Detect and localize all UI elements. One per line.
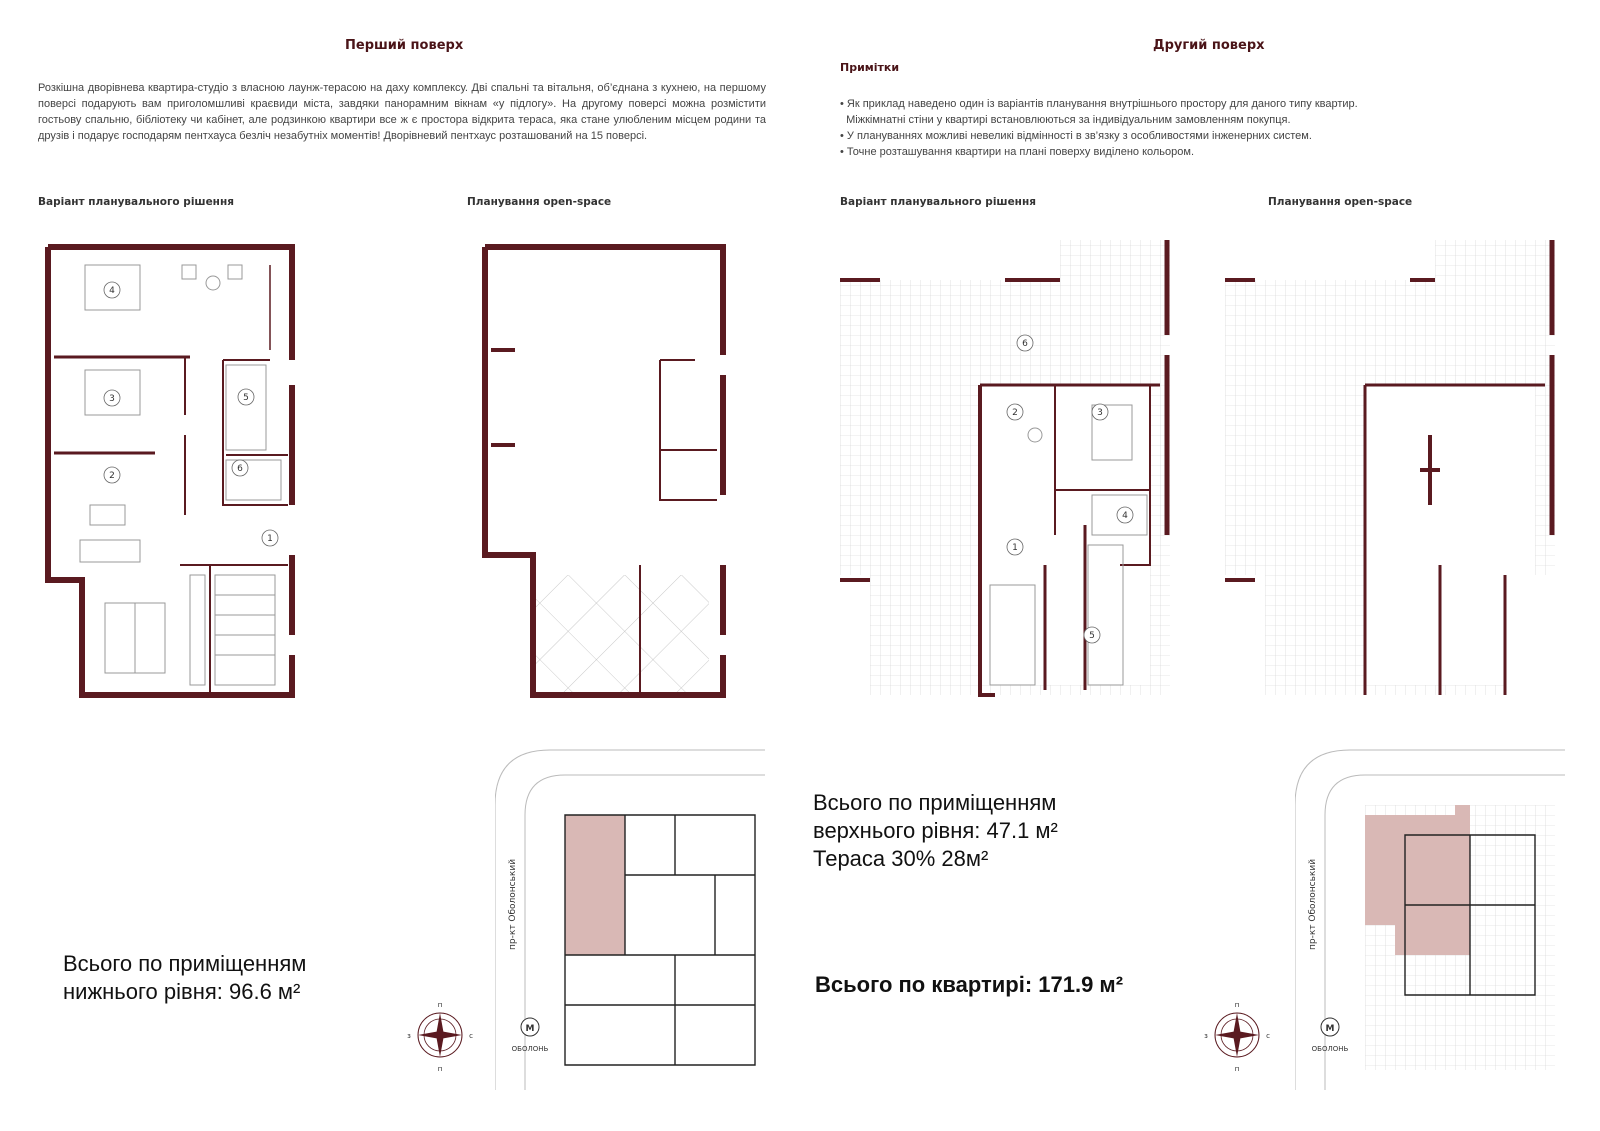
room-number: 1	[1012, 543, 1018, 553]
first-variant-label: Варіант планувального рішення	[38, 196, 234, 208]
svg-text:с: с	[1266, 1032, 1270, 1040]
metro-name: ОБОЛОНЬ	[511, 1045, 549, 1053]
notes-list	[840, 96, 1560, 160]
first-openspace-label: Планування open-space	[467, 196, 612, 208]
compass-icon	[405, 995, 475, 1075]
room-number: 1	[267, 534, 273, 544]
lower-level-total	[63, 950, 306, 1006]
note-item: • Точне розташування квартири на плані поверху виділено кольором.	[840, 146, 1195, 158]
svg-text:М: М	[1325, 1024, 1335, 1034]
highlighted-apartment	[565, 815, 625, 955]
notes-title: Примітки	[840, 61, 900, 74]
room-number: 6	[1022, 339, 1028, 349]
street-name: пр-кт Оболонський	[508, 858, 518, 950]
room-number: 4	[109, 286, 115, 296]
svg-text:п: п	[1234, 1065, 1240, 1073]
apartment-total: Всього по квартирі: 171.9 м²	[815, 972, 1124, 997]
lower-total-line: Всього по приміщенням	[63, 951, 307, 976]
note-item: • Як приклад наведено один із варіантів планування внутрішнього простору для даного типу квартир.	[840, 98, 1358, 110]
room-number: 5	[1089, 631, 1095, 641]
room-number: 2	[1012, 408, 1018, 418]
room-number: 3	[109, 394, 115, 404]
svg-text:М: М	[525, 1024, 535, 1034]
compass-icon	[1202, 995, 1272, 1075]
room-number: 4	[1122, 511, 1128, 521]
svg-text:з: з	[407, 1032, 411, 1040]
street-name: пр-кт Оболонський	[1308, 858, 1318, 950]
upper-total-value: верхнього рівня: 47.1 м²	[813, 818, 1058, 843]
lower-total-value: нижнього рівня: 96.6 м²	[63, 979, 301, 1004]
second-floor-title: Другий поверх	[1153, 38, 1265, 53]
second-openspace-label: Планування open-space	[1268, 196, 1413, 208]
upper-level-total	[813, 789, 1058, 873]
note-item: Міжкімнатні стіни у квартирі встановлюються за індивідуальним замовленням покупця.	[840, 114, 1291, 126]
apartment-description: Розкішна дворівнева квартира-студіо з власною лаунж-терасою на даху комплексу. Дві спальні та вітальня, об’єднана з кухнею, на першому поверсі подарують вам приголомшливі краєвиди міста, завдяки панорамним вікнам «у підлогу». На другому поверсі можна розмістити гостьову спальню, бібліотеку чи кабінет, але родзинкою квартири все ж є простора відкрита тераса, яка стане улюбленим місцем родини та друзів і подарує господарям пентхауса безліч незабутніх моментів! Дворівневий пентхаус розташований на 15 поверсі.	[38, 82, 766, 142]
metro-name: ОБОЛОНЬ	[1311, 1045, 1349, 1053]
room-number: 6	[237, 464, 243, 474]
room-number: 3	[1097, 408, 1103, 418]
svg-text:п: п	[1234, 1001, 1240, 1009]
svg-text:з: з	[1204, 1032, 1208, 1040]
room-number: 5	[243, 393, 249, 403]
first-floor-variant-plan	[30, 235, 300, 715]
note-item: • У плануваннях можливі невеликі відмінності в зв’язку з особливостями інженерних систем.	[840, 130, 1312, 142]
metro-marker	[512, 1018, 549, 1053]
first-floor-title: Перший поверх	[345, 38, 464, 53]
room-number: 2	[109, 471, 115, 481]
svg-text:с: с	[469, 1032, 473, 1040]
terrace-area: Тераса 30% 28м²	[813, 846, 989, 871]
second-floor-openspace-plan	[1215, 235, 1570, 715]
first-floor-site-plan	[495, 745, 765, 1090]
metro-marker	[1312, 1018, 1349, 1053]
second-variant-label: Варіант планувального рішення	[840, 196, 1036, 208]
second-floor-variant-plan	[830, 235, 1185, 715]
svg-text:п: п	[437, 1065, 443, 1073]
svg-text:п: п	[437, 1001, 443, 1009]
second-floor-site-plan	[1295, 745, 1565, 1090]
first-floor-openspace-plan	[455, 235, 735, 715]
upper-total-line: Всього по приміщенням	[813, 790, 1057, 815]
